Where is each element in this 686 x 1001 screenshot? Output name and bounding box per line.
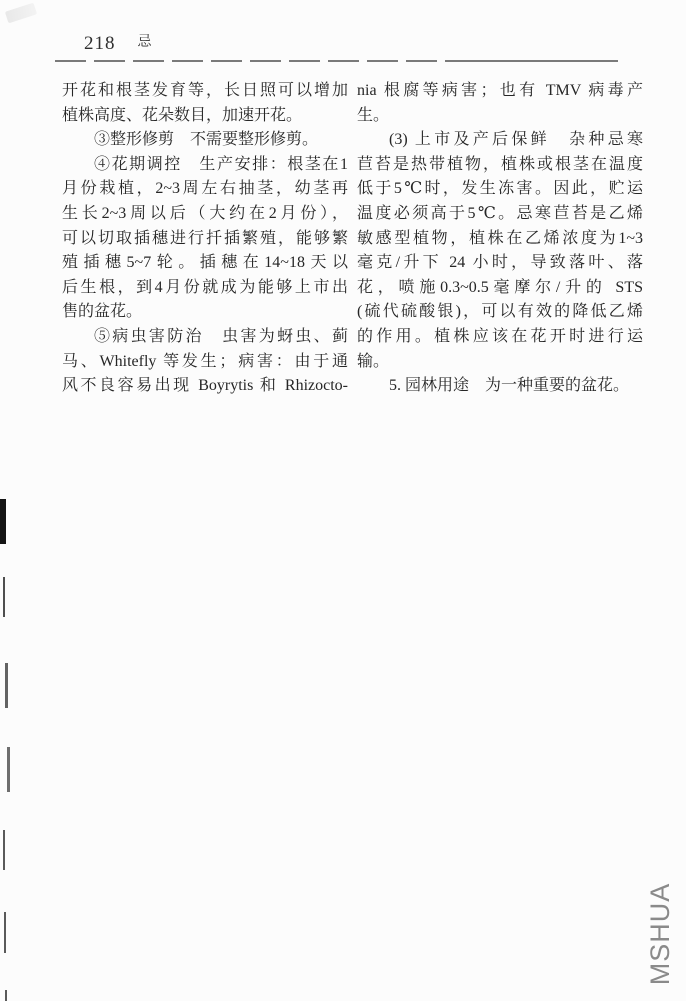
text-line: 花，喷施0.3~0.5毫摩尔/升的 STS <box>357 278 643 296</box>
text-line: ③整形修剪 不需要整形修剪。 <box>94 131 319 149</box>
text-line: 月份栽植，2~3周左右抽茎，幼茎再 <box>62 180 348 198</box>
text-line: 售的盆花。 <box>62 303 143 321</box>
scan-artifact-mark <box>3 577 5 617</box>
page-header <box>84 31 152 55</box>
text-line: 输。 <box>357 352 390 370</box>
scan-artifact-mark <box>4 912 6 953</box>
text-line: 风不良容易出现 Boyrytis 和 Rhizocto- <box>62 377 348 395</box>
header-rule-solid-segment <box>452 60 618 62</box>
scan-artifact-mark <box>0 499 6 544</box>
text-line: ⑤病虫害防治 虫害为蚜虫、蓟 <box>94 327 348 345</box>
text-line: 开花和根茎发育等，长日照可以增加 <box>62 82 348 99</box>
text-line: (硫代硫酸银)，可以有效的降低乙烯 <box>357 303 643 321</box>
scan-artifact-mark <box>5 663 8 708</box>
text-line: 后生根，到4月份就成为能够上市出 <box>62 278 348 296</box>
scan-smudge <box>5 3 37 24</box>
text-line: 敏感型植物，植株在乙烯浓度为1~3 <box>357 229 643 247</box>
page-number: 218 <box>84 33 116 54</box>
watermark: MSHUA <box>645 882 675 986</box>
text-line: (3) 上市及产后保鲜 杂种忌寒 <box>389 131 643 149</box>
text-line: 生。 <box>357 106 390 124</box>
text-line: 马、Whitefly 等发生；病害：由于通 <box>62 352 348 370</box>
text-line: ④花期调控 生产安排：根茎在1 <box>94 155 348 173</box>
text-line: 殖插穗5~7轮。插穗在14~18天以 <box>62 254 348 272</box>
text-column-left <box>62 79 348 399</box>
text-line: 苣苔是热带植物，植株或根茎在温度 <box>357 155 643 173</box>
text-line: 5. 园林用途 为一种重要的盆花。 <box>389 377 630 395</box>
text-body <box>62 79 643 399</box>
text-line: 的作用。植株应该在花开时进行运 <box>357 327 643 345</box>
text-line: nia 根腐等病害；也有 TMV 病毒产 <box>357 82 643 99</box>
scan-artifact-mark <box>5 990 7 1001</box>
text-line: 低于5℃时，发生冻害。因此，贮运 <box>357 180 643 198</box>
running-head: 忌 <box>137 35 152 50</box>
text-line: 毫克/升下 24 小时，导致落叶、落 <box>357 254 643 272</box>
text-line: 可以切取插穗进行扦插繁殖，能够繁 <box>62 229 348 247</box>
text-line: 生长2~3周以后（大约在2月份）， <box>62 204 348 222</box>
text-line: 植株高度、花朵数目，加速开花。 <box>62 106 303 124</box>
text-column-right <box>357 79 643 399</box>
scan-artifact-mark <box>3 830 5 870</box>
text-line: 温度必须高于5℃。忌寒苣苔是乙烯 <box>357 204 643 222</box>
scan-artifact-mark <box>7 747 10 792</box>
